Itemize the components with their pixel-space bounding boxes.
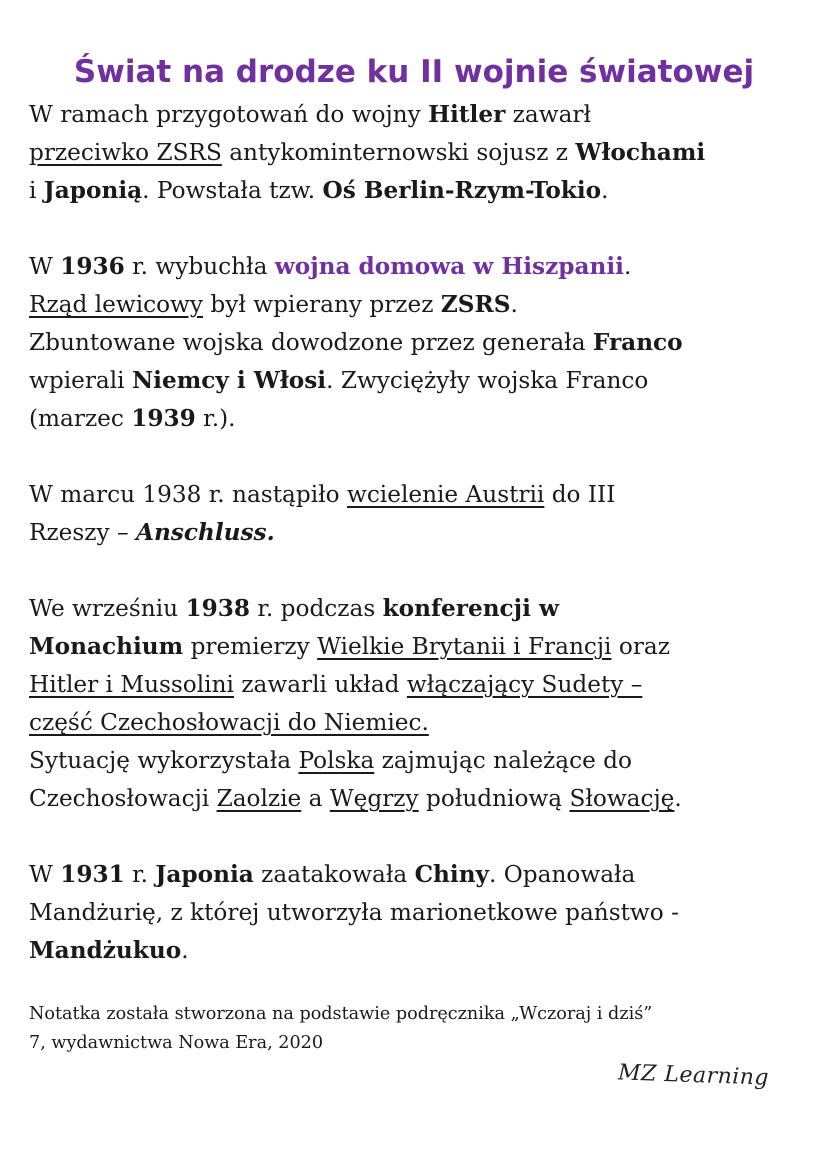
text-span: W marcu 1938 r. nastąpiło xyxy=(29,481,347,508)
bold-term-franco: Franco xyxy=(592,329,683,356)
paragraph-gap xyxy=(29,818,814,856)
text-span: i xyxy=(29,177,44,204)
page-title: Świat na drodze ku II wojnie światowej xyxy=(73,54,755,90)
text-line xyxy=(29,476,814,514)
text-span: r.). xyxy=(195,405,236,432)
underlined-term: Polska xyxy=(298,747,375,774)
bold-term-hitler: Hitler xyxy=(428,101,506,128)
text-span: . Opanowała xyxy=(489,861,636,888)
text-line xyxy=(29,96,814,134)
text-span: r. podczas xyxy=(250,595,383,622)
text-span: . xyxy=(674,785,682,812)
bold-term-japonia: Japonią xyxy=(43,177,143,204)
paragraph-manchuria xyxy=(29,856,814,970)
source-note-line: 7, wydawnictwa Nowa Era, 2020 xyxy=(29,1033,324,1053)
source-note-line: Notatka została stworzona na podstawie podręcznika „Wczoraj i dziś” xyxy=(29,1004,653,1024)
underlined-term: część Czechosłowacji do Niemiec. xyxy=(29,709,429,736)
bold-year: 1931 xyxy=(60,861,125,888)
note-body xyxy=(29,96,814,970)
text-span: Sytuację wykorzystała xyxy=(29,747,299,774)
underlined-term: Rząd lewicowy xyxy=(29,291,204,318)
underlined-term: Zaolzie xyxy=(216,785,302,812)
bold-term-zsrs: ZSRS xyxy=(440,291,511,318)
text-span: Rzeszy – xyxy=(29,519,136,546)
text-span: . xyxy=(601,177,609,204)
bold-year: 1939 xyxy=(131,405,196,432)
text-line xyxy=(29,932,814,970)
paragraph-spanish-civil-war xyxy=(29,248,814,438)
bold-term-chiny: Chiny xyxy=(414,861,490,888)
paragraph-anschluss xyxy=(29,476,814,552)
bold-term-niemcy-wlosi: Niemcy i Włosi xyxy=(131,367,327,394)
bold-year: 1938 xyxy=(185,595,251,622)
text-span: . Powstała tzw. xyxy=(142,177,323,204)
underlined-term: wcielenie Austrii xyxy=(346,481,545,508)
text-span: W xyxy=(29,253,61,280)
underlined-term: Wielkie Brytanii i Francji xyxy=(317,633,612,660)
text-line xyxy=(29,590,814,628)
text-line xyxy=(29,248,814,286)
text-line xyxy=(29,514,814,552)
underlined-term: przeciwko ZSRS xyxy=(29,139,222,166)
text-span: zawarł xyxy=(505,101,591,128)
paragraph-munich xyxy=(29,590,814,818)
bold-italic-term: Anschluss. xyxy=(135,519,275,546)
text-span: południową xyxy=(418,785,570,812)
text-span: r. wybuchła xyxy=(124,253,275,280)
text-span: . xyxy=(510,291,518,318)
text-line xyxy=(29,400,814,438)
bold-year: 1936 xyxy=(60,253,125,280)
text-span: wpierali xyxy=(29,367,132,394)
text-line xyxy=(29,666,814,704)
bold-term-monachium: Monachium xyxy=(29,633,184,660)
text-span: . Zwyciężyły wojska Franco xyxy=(326,367,649,394)
bold-term-japonia: Japonia xyxy=(155,861,254,888)
text-span: do III xyxy=(544,481,616,508)
bold-term-axis: Oś Berlin-Rzym-Tokio xyxy=(322,177,602,204)
bold-term-wlochami: Włochami xyxy=(575,139,706,166)
text-span: Mandżurię, z której utworzyła marionetkowe państwo - xyxy=(29,899,679,926)
text-line xyxy=(29,362,814,400)
text-span: zajmując należące do xyxy=(374,747,632,774)
bold-term-mandzukuo: Mandżukuo xyxy=(29,937,182,964)
text-line xyxy=(29,172,814,210)
text-span: a xyxy=(301,785,330,812)
text-span: r. xyxy=(124,861,156,888)
source-note xyxy=(29,1000,809,1058)
text-line xyxy=(29,894,814,932)
paragraph-gap xyxy=(29,552,814,590)
text-line xyxy=(29,780,814,818)
text-line xyxy=(29,286,814,324)
underlined-term: Węgrzy xyxy=(329,785,419,812)
text-span: Czechosłowacji xyxy=(29,785,217,812)
text-span: zaatakowała xyxy=(253,861,415,888)
text-line xyxy=(29,704,814,742)
text-span: antykominternowski sojusz z xyxy=(221,139,576,166)
text-span: premierzy xyxy=(183,633,318,660)
paragraph-gap xyxy=(29,210,814,248)
underlined-term: Hitler i Mussolini xyxy=(29,671,234,698)
underlined-term: Słowację xyxy=(569,785,675,812)
text-span: We wrześniu xyxy=(29,595,186,622)
bold-term-konferencja: konferencji w xyxy=(382,595,559,622)
text-line xyxy=(29,324,814,362)
paragraph-axis-pact xyxy=(29,96,814,210)
text-line xyxy=(29,742,814,780)
text-span: oraz xyxy=(611,633,670,660)
text-span: zawarli układ xyxy=(233,671,407,698)
text-span: (marzec xyxy=(29,405,132,432)
highlighted-term: wojna domowa w Hiszpanii xyxy=(274,253,624,280)
author-signature: MZ Learning xyxy=(617,1060,770,1091)
text-span: . xyxy=(623,253,632,280)
text-span: . xyxy=(181,937,189,964)
text-span: Zbuntowane wojska dowodzone przez generała xyxy=(29,329,593,356)
text-span: W xyxy=(29,861,61,888)
paragraph-gap xyxy=(29,438,814,476)
text-span: był wpierany przez xyxy=(203,291,441,318)
text-line xyxy=(29,134,814,172)
underlined-term: włączający Sudety – xyxy=(406,671,643,698)
text-span: W ramach przygotowań do wojny xyxy=(29,101,429,128)
text-line xyxy=(29,628,814,666)
text-line xyxy=(29,856,814,894)
